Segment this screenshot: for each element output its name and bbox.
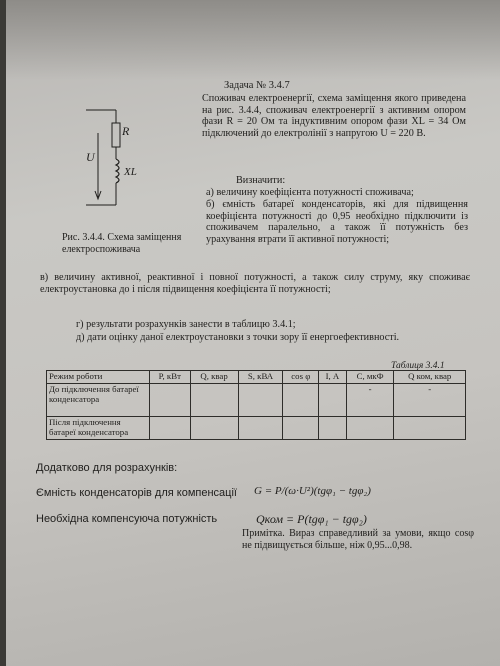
table-caption: Таблиця 3.4.1 <box>391 361 445 371</box>
extra-heading: Додатково для розрахунків: <box>36 462 178 474</box>
table-cell <box>150 383 191 416</box>
capacitance-formula: G = P/(ω·U²)(tgφ₁ − tgφ₂) <box>254 485 371 497</box>
table-cell <box>190 383 238 416</box>
table-cell: - <box>394 383 466 416</box>
compensation-label: Необхідна компенсуюча потужність <box>36 513 218 525</box>
label-u: U <box>86 150 95 164</box>
define-heading: Визначити: <box>236 175 286 186</box>
col-i: I, А <box>319 371 347 384</box>
inductor-symbol <box>116 159 119 183</box>
figure-caption: Рис. 3.4.4. Схема заміщення електроспоживача <box>62 232 182 255</box>
problem-title: Задача № 3.4.7 <box>224 80 290 91</box>
results-table <box>46 370 466 440</box>
label-r: R <box>122 124 130 138</box>
col-p: P, кВт <box>150 371 191 384</box>
col-s: S, кВА <box>238 371 283 384</box>
label-xl: XL <box>124 166 137 178</box>
table-cell <box>238 383 283 416</box>
table-cell <box>319 383 347 416</box>
col-cos: cos φ <box>283 371 319 384</box>
col-c: C, мкФ <box>346 371 394 384</box>
top-shadow <box>6 0 500 80</box>
table-cell <box>319 416 347 439</box>
table-cell <box>150 416 191 439</box>
row-mode-label: Після підключення батареї конденсатора <box>47 416 150 439</box>
resistor-symbol <box>112 123 120 147</box>
table-row <box>47 416 466 439</box>
col-q: Q, квар <box>190 371 238 384</box>
item-d: д) дати оцінку даної електроустановки з точки зору її енергоефективності. <box>76 332 400 343</box>
item-v: в) величину активної, реактивної і повної потужності, а також силу струму, яку споживає електроустановка до і після підвищення коефіцієнта її потужності; <box>40 272 470 295</box>
table-cell <box>190 416 238 439</box>
table-cell <box>346 416 394 439</box>
item-a: а) величину коефіцієнта потужності споживача; <box>206 187 414 198</box>
item-b: б) ємність батареї конденсаторів, які для підвищення коефіцієнта потужності до 0,95 необхідно підключити із споживачем паралельно, а також її потужність без урахування втрати її активної потужності; <box>206 199 468 245</box>
col-mode: Режим роботи <box>47 371 150 384</box>
circuit-diagram <box>76 105 176 225</box>
compensation-formula: Qком = P(tgφ₁ − tgφ₂) <box>256 512 367 526</box>
table-cell <box>283 416 319 439</box>
col-qkom: Q ком, квар <box>394 371 466 384</box>
table-cell <box>238 416 283 439</box>
problem-intro: Споживач електроенергії, схема заміщення якого приведена на рис. 3.4.4, споживач електроенергії з активним опором фази R = 20 Ом та індуктивним опором фази XL = 34 Ом підключений до електролінії з напругою U = 220 В. <box>202 93 466 139</box>
capacitance-label: Ємність конденсаторів для компенсації <box>36 487 237 499</box>
table-cell: - <box>346 383 394 416</box>
table-cell <box>283 383 319 416</box>
table-header-row <box>47 371 466 384</box>
worksheet-page <box>6 0 500 666</box>
row-mode-label: До підключення батареї конденсатора <box>47 383 150 416</box>
table-row <box>47 383 466 416</box>
note: Примітка. Вираз справедливий за умови, якщо cosφ не підвищується більше, ніж 0,95...0,98. <box>242 528 474 551</box>
table-cell <box>394 416 466 439</box>
item-g: г) результати розрахунків занести в таблицю 3.4.1; <box>76 319 296 330</box>
